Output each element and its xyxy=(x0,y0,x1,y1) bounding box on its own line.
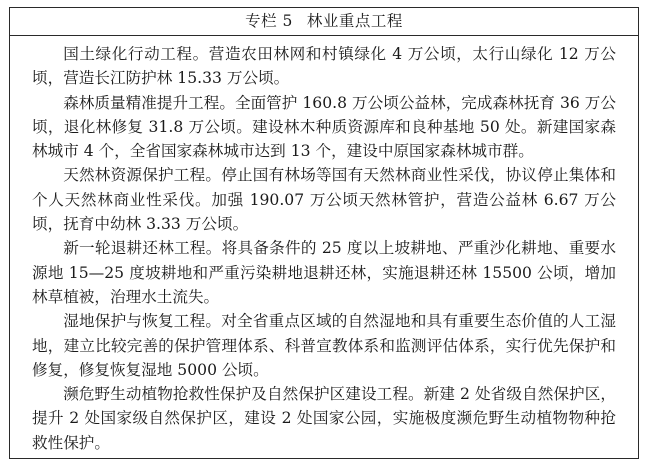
box-title-number: 专栏 5 xyxy=(245,12,293,30)
special-column-box xyxy=(9,7,639,459)
box-body xyxy=(10,36,638,455)
paragraph-wetland: 湿地保护与恢复工程。对全省重点区域的自然湿地和具有重要生态价值的人工湿地，建立比较完善的保护管理体系、科普宣教体系和监测评估体系，实行优先保护和修复，修复恢复湿地 5000 公顷。 xyxy=(32,312,616,379)
box-title-text: 林业重点工程 xyxy=(306,12,403,30)
paragraph-wildlife-reserve: 濒危野生动植物抢救性保护及自然保护区建设工程。新建 2 处省级自然保护区，提升 2 处国家级自然保护区，建设 2 处国家公园，实施极度濒危野生动植物物种抢救性保护。 xyxy=(32,385,616,452)
paragraph-forest-quality: 森林质量精准提升工程。全面管护 160.8 万公顷公益林，完成森林抚育 36 万公顷，退化林修复 31.8 万公顷。建设林木种质资源库和良种基地 50 处。新建国家森林城市 4 个，全省国家森林城市达到 13 个，建设中原国家森林城市群。 xyxy=(32,93,616,161)
paragraph-natural-forest: 天然林资源保护工程。停止国有林场等国有天然林商业性采伐，协议停止集体和个人天然林商业性采伐。加强 190.07 万公顷天然林管护，营造公益林 6.67 万公顷，抚育中幼林 3.33 万公顷。 xyxy=(32,166,616,234)
paragraph-return-farmland: 新一轮退耕还林工程。将具备条件的 25 度以上坡耕地、严重沙化耕地、重要水源地 15—25 度坡耕地和严重污染耕地退耕还林，实施退耕还林 15500 公顷，增加林草植被，治理水土流失。 xyxy=(32,239,616,306)
box-title xyxy=(10,8,638,36)
paragraph-land-greening: 国土绿化行动工程。营造农田林网和村镇绿化 4 万公顷，太行山绿化 12 万公顷，营造长江防护林 15.33 万公顷。 xyxy=(32,45,616,88)
